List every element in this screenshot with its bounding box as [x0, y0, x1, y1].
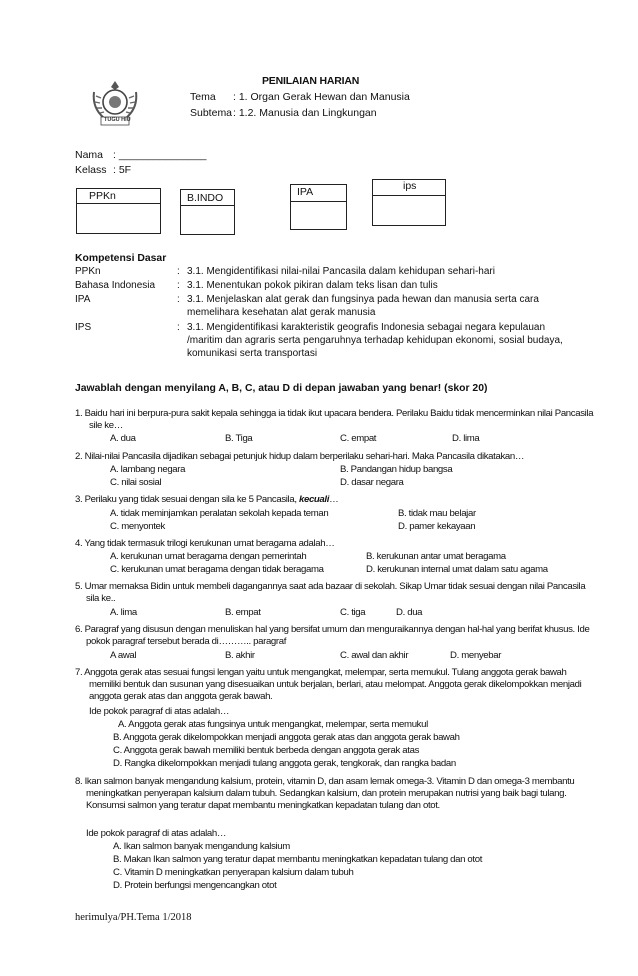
option-c[interactable]: C. nilai sosial [110, 477, 162, 488]
option-a[interactable]: A. Ikan salmon banyak mengandung kalsium [113, 841, 290, 852]
options-3b [110, 521, 580, 534]
tema-value: : 1. Organ Gerak Hewan dan Manusia [233, 91, 410, 103]
score-box-ipa[interactable] [290, 184, 347, 230]
instruction: Jawablah dengan menyilang A, B, C, atau D di depan jawaban yang benar! (skor 20) [75, 383, 488, 394]
option-a[interactable]: A. kerukunan umat beragama dengan pemerintah [110, 551, 307, 562]
option-d[interactable]: D. dasar negara [340, 477, 404, 488]
option-c[interactable]: C. menyontek [110, 521, 165, 532]
nama-field[interactable]: : _______________ [113, 149, 207, 161]
option-d[interactable]: D. lima [452, 433, 480, 444]
options-1 [110, 433, 580, 446]
option-b[interactable]: B. tidak mau belajar [398, 508, 476, 519]
score-box-ips[interactable] [372, 179, 446, 226]
score-box-label: B.INDO [187, 192, 224, 204]
tema-label: Tema [190, 91, 216, 103]
option-b[interactable]: B. Pandangan hidup bangsa [340, 464, 453, 475]
option-c[interactable]: C. empat [340, 433, 377, 444]
options-4a [110, 551, 580, 564]
question-8-prompt: Ide pokok paragraf di atas adalah… [86, 828, 227, 839]
option-b[interactable]: B. Anggota gerak dikelompokkan menjadi anggota gerak atas dan anggota gerak bawah [113, 732, 460, 743]
option-a[interactable]: A. lambang negara [110, 464, 186, 475]
question-1: 1. Baidu hari ini berpura-pura sakit kepala sehingga ia tidak ikut upacara bendera. Perilaku Baidu tidak mencerminkan nilai Pancasila sile ke… [75, 408, 594, 432]
option-c[interactable]: C. kerukunan umat beragama dengan tidak beragama [110, 564, 324, 575]
option-c[interactable]: C. tiga [340, 607, 366, 618]
option-a[interactable]: A. tidak meminjamkan peralatan sekolah kepada teman [110, 508, 329, 519]
option-a[interactable]: A awal [110, 650, 137, 661]
question-3: 3. Perilaku yang tidak sesuai dengan sila ke 5 Pancasila, kecuali… [75, 494, 339, 505]
option-b[interactable]: B. empat [225, 607, 261, 618]
option-d[interactable]: D. pamer kekayaan [398, 521, 476, 532]
option-c[interactable]: C. awal dan akhir [340, 650, 409, 661]
school-logo [88, 78, 142, 128]
option-a[interactable]: A. lima [110, 607, 137, 618]
options-5 [110, 607, 580, 620]
page-title: PENILAIAN HARIAN [262, 75, 360, 87]
nama-label: Nama [75, 149, 104, 161]
option-b[interactable]: B. Tiga [225, 433, 253, 444]
kelas-label: Kelass [75, 164, 107, 176]
options-3a [110, 508, 580, 521]
option-d[interactable]: D. dua [396, 607, 423, 618]
option-a[interactable]: A. Anggota gerak atas fungsinya untuk mengangkat, melempar, serta memukul [118, 719, 428, 730]
question-4: 4. Yang tidak termasuk trilogi kerukunan umat beragama adalah… [75, 538, 335, 549]
score-box-label: ips [403, 180, 417, 192]
option-b[interactable]: B. Makan Ikan salmon yang teratur dapat membantu meningkatkan kepadatan tulang dan otot [113, 854, 483, 865]
kelas-value: : 5F [113, 164, 132, 176]
option-b[interactable]: B. kerukunan antar umat beragama [366, 551, 506, 562]
score-box-label: PPKn [89, 190, 116, 202]
question-7: 7. Anggota gerak atas sesuai fungsi lengan yaitu untuk mengangkat, melempar, serta memukul. Tulang anggota gerak bawah memiliki bentuk dan susunan yang disesuaikan untuk berjalan, berlari, atau melompat. Anggota gerak dikelompokkan menjadi anggota gerak atas dan anggota gerak bawah. [75, 667, 582, 703]
options-2a [110, 464, 580, 477]
score-box-label: IPA [297, 186, 314, 198]
option-d[interactable]: D. Protein berfungsi mengencangkan otot [113, 880, 277, 891]
question-6: 6. Paragraf yang disusun dengan menuliskan hal yang bersifat umum dan menguraikannya dengan hal-hal yang berifat khusus. Ide pokok paragraf tersebut berada di……….. paragraf [75, 624, 590, 648]
option-a[interactable]: A. dua [110, 433, 136, 444]
option-c[interactable]: C. Anggota gerak bawah memiliki bentuk berbeda dengan anggota gerak atas [113, 745, 420, 756]
option-b[interactable]: B. akhir [225, 650, 255, 661]
options-2b [110, 477, 580, 490]
question-7-prompt: Ide pokok paragraf di atas adalah… [89, 706, 230, 717]
score-box-ppkn[interactable] [76, 188, 161, 234]
subtema-label: Subtema [190, 107, 233, 119]
question-8: 8. Ikan salmon banyak mengandung kalsium, protein, vitamin D, dan asam lemak omega-3. Vitamin D dan omega-3 membantu meningkatkan penyerapan kalsium dalam tubuh. Sedangkan kalsium, dan protein merupakan nutrisi yang baik bagi tulang. Konsumsi salmon yang teratur dapat membantu meningkatkan kepadatan tulang dan otot. [75, 776, 575, 812]
footer-text: herimulya/PH.Tema 1/2018 [75, 912, 192, 923]
option-d[interactable]: D. kerukunan internal umat dalam satu agama [366, 564, 548, 575]
option-d[interactable]: D. Rangka dikelompokkan menjadi tulang anggota gerak, tengkorak, dan rangka badan [113, 758, 456, 769]
score-box-bindo[interactable] [180, 189, 235, 235]
option-d[interactable]: D. menyebar [450, 650, 502, 661]
question-5: 5. Umar memaksa Bidin untuk membeli dagangannya saat ada bazaar di sekolah. Sikap Umar tidak sesuai dengan nilai Pancasila sila ke.. [75, 581, 586, 605]
option-c[interactable]: C. Vitamin D meningkatkan penyerapan kalsium dalam tubuh [113, 867, 354, 878]
subtema-value: : 1.2. Manusia dan Lingkungan [233, 107, 377, 119]
question-2: 2. Nilai-nilai Pancasila dijadikan sebagai petunjuk hidup dalam berperilaku sehari-hari. Maka Pancasila dikatakan… [75, 451, 525, 462]
options-6 [110, 650, 580, 663]
options-4b [110, 564, 580, 577]
kompetensi-heading: Kompetensi Dasar [75, 253, 167, 264]
logo-text: TUGU HIU [104, 117, 131, 123]
